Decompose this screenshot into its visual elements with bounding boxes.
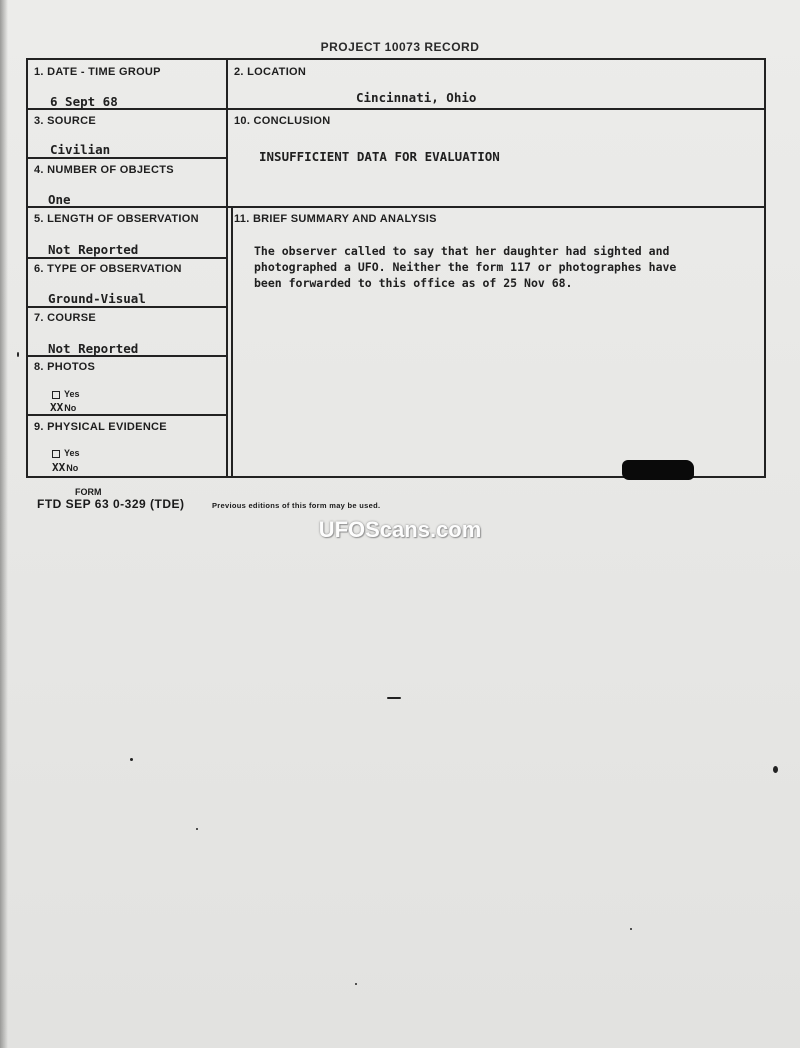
length-of-observation-label: 5. LENGTH OF OBSERVATION — [34, 213, 199, 225]
divider-vertical-top — [226, 60, 228, 110]
physical-evidence-yes-label: Yes — [64, 448, 80, 458]
course-value: Not Reported — [48, 341, 139, 356]
scan-speck — [196, 828, 198, 830]
location-value: Cincinnati, Ohio — [356, 90, 477, 105]
photos-no-option — [50, 401, 76, 414]
physical-evidence-yes-checkbox — [52, 450, 60, 458]
divider-row-1 — [28, 108, 764, 110]
date-time-group-label: 1. DATE - TIME GROUP — [34, 66, 161, 78]
footer-form-id: FTD SEP 63 0-329 (TDE) — [37, 497, 185, 511]
summary-label: 11. BRIEF SUMMARY AND ANALYSIS — [234, 213, 437, 225]
divider-vertical-summary — [231, 206, 233, 478]
physical-evidence-no-label: No — [66, 463, 79, 473]
footer-form-word: FORM — [75, 487, 102, 497]
scan-speck — [630, 928, 632, 930]
physical-evidence-no-option — [52, 461, 78, 474]
divider-row-type — [28, 306, 227, 308]
photos-yes-option — [52, 389, 80, 399]
length-of-observation-value: Not Reported — [48, 242, 139, 257]
summary-line: photographed a UFO. Neither the form 117 or photographes have — [254, 260, 677, 274]
date-time-group-value: 6 Sept 68 — [50, 94, 118, 109]
course-label: 7. COURSE — [34, 312, 96, 324]
photos-no-mark: XX — [50, 401, 64, 414]
conclusion-value: INSUFFICIENT DATA FOR EVALUATION — [259, 149, 500, 164]
document-title: PROJECT 10073 RECORD — [320, 40, 480, 54]
source-label: 3. SOURCE — [34, 115, 96, 127]
divider-row-2 — [28, 206, 764, 208]
summary-text — [254, 243, 766, 291]
divider-row-source — [28, 157, 227, 159]
type-of-observation-value: Ground-Visual — [48, 291, 146, 306]
physical-evidence-label: 9. PHYSICAL EVIDENCE — [34, 421, 167, 433]
redaction-mark — [622, 460, 694, 480]
conclusion-label: 10. CONCLUSION — [234, 115, 331, 127]
summary-line: The observer called to say that her daughter had sighted and — [254, 244, 670, 258]
divider-row-length — [28, 257, 227, 259]
source-value: Civilian — [50, 142, 111, 157]
photos-yes-checkbox — [52, 391, 60, 399]
scan-speck — [130, 758, 133, 761]
type-of-observation-label: 6. TYPE OF OBSERVATION — [34, 263, 182, 275]
physical-evidence-yes-option — [52, 448, 80, 458]
number-of-objects-label: 4. NUMBER OF OBJECTS — [34, 164, 174, 176]
record-form — [26, 58, 766, 478]
divider-row-photos — [28, 414, 227, 416]
number-of-objects-value: One — [48, 192, 71, 207]
scan-speck — [17, 352, 19, 357]
location-label: 2. LOCATION — [234, 66, 307, 78]
physical-evidence-no-mark: XX — [52, 461, 66, 474]
watermark: UFOScans.com — [318, 517, 482, 542]
photos-no-label: No — [64, 403, 77, 413]
summary-line: been forwarded to this office as of 25 Nov 68. — [254, 276, 573, 290]
photos-label: 8. PHOTOS — [34, 361, 96, 373]
scan-speck — [387, 697, 401, 699]
photos-yes-label: Yes — [64, 389, 80, 399]
divider-vertical-main — [226, 108, 228, 478]
scan-speck — [355, 983, 357, 985]
footer-note: Previous editions of this form may be used. — [212, 501, 381, 510]
scan-speck — [773, 766, 778, 773]
